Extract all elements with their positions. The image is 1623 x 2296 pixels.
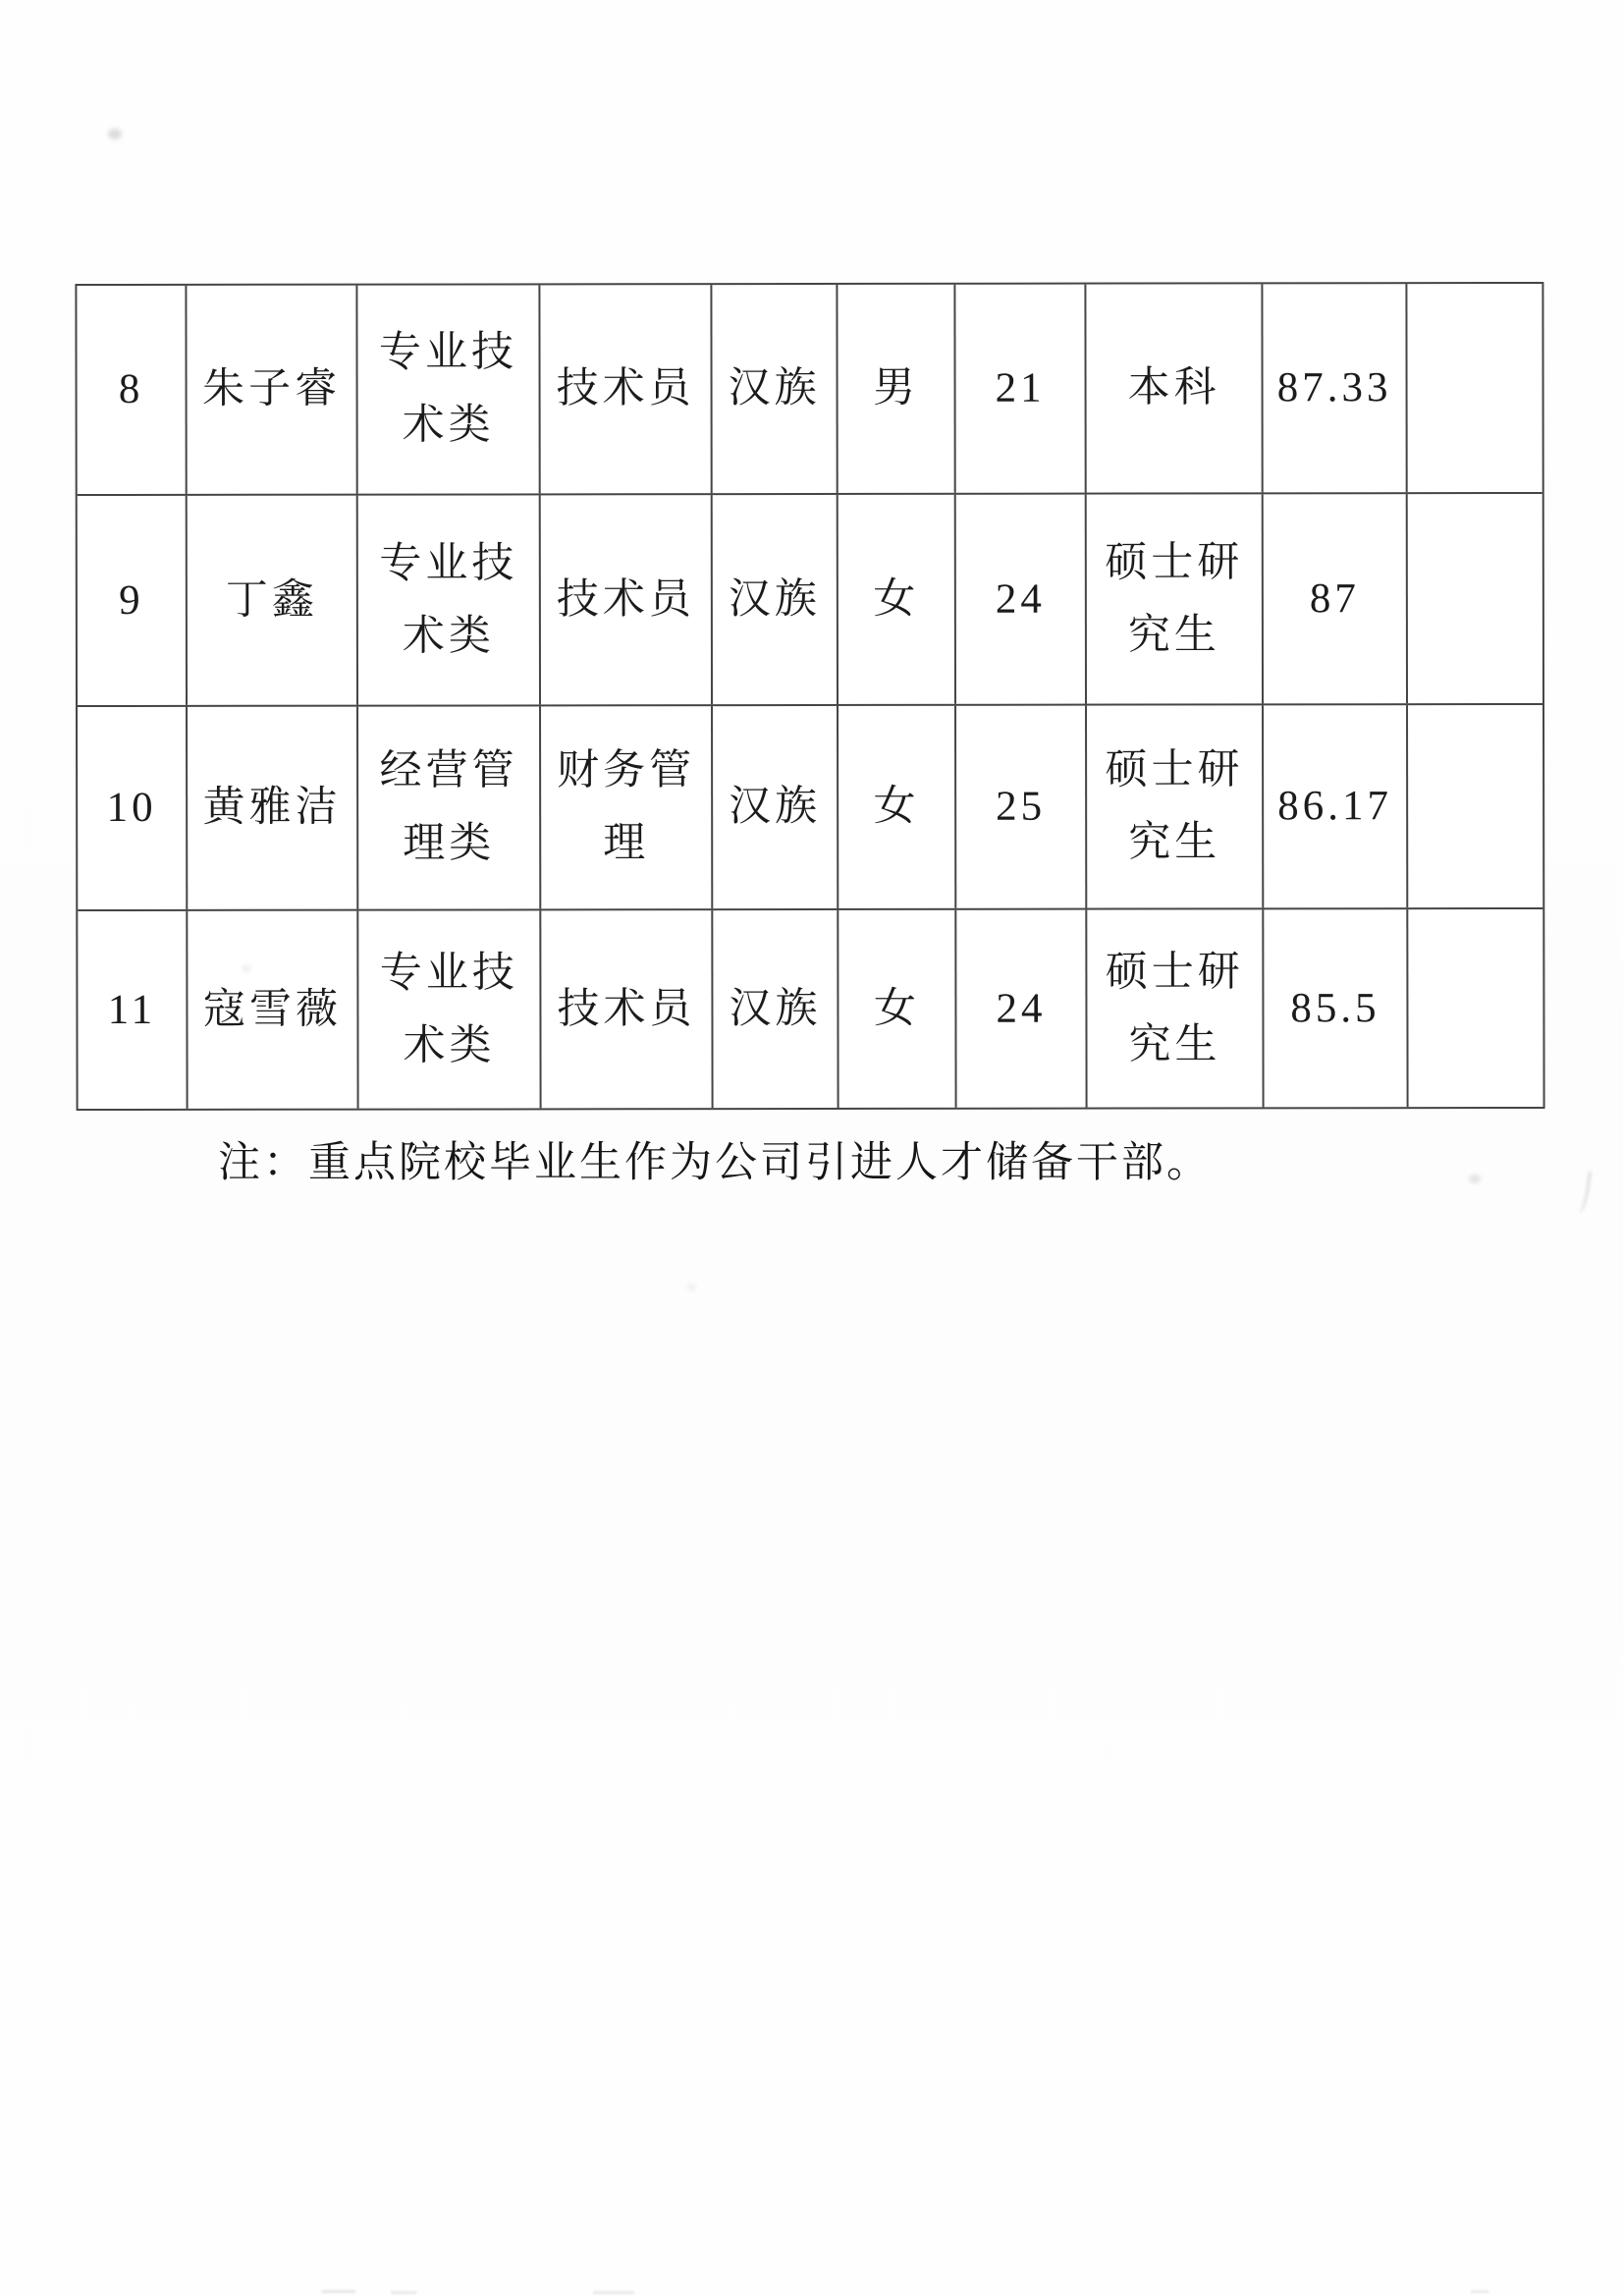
table-cell: 技术员	[540, 285, 712, 493]
table-cell: 专业技 术类	[358, 495, 541, 704]
scan-artifact	[391, 2291, 416, 2294]
table-cell: 85.5	[1264, 909, 1408, 1107]
scan-artifact	[322, 2290, 355, 2293]
scan-artifact	[593, 2291, 634, 2294]
results-table	[75, 282, 1544, 1111]
table-cell: 专业技 术类	[358, 910, 541, 1108]
table-cell: 技术员	[541, 495, 713, 704]
table-cell: 硕士研 究生	[1087, 705, 1264, 907]
table-cell: 本科	[1086, 284, 1263, 492]
table-cell: 丁鑫	[188, 496, 358, 705]
table-cell: 专业技 术类	[357, 285, 540, 493]
table-cell: 技术员	[541, 910, 713, 1108]
table-cell: 汉族	[712, 285, 838, 493]
table-cell: 25	[956, 706, 1087, 908]
table-cell: 财务管 理	[541, 706, 713, 908]
table-cell: 24	[956, 495, 1087, 704]
table-cell: 24	[956, 910, 1087, 1108]
table-cell: 寇雪薇	[188, 911, 358, 1109]
table-cell: 21	[955, 285, 1086, 493]
table-cell: 女	[839, 910, 956, 1108]
table-cell: 汉族	[713, 495, 839, 704]
table-cell: 经营管 理类	[358, 706, 541, 908]
table-cell	[1408, 494, 1542, 703]
table-cell	[1408, 909, 1542, 1107]
table-cell: 黄雅洁	[188, 707, 358, 909]
scan-artifact	[1573, 1170, 1592, 1214]
table-cell: 87	[1264, 494, 1408, 703]
table-cell: 男	[838, 285, 955, 493]
table-cell: 汉族	[713, 910, 839, 1108]
table-cell: 女	[839, 495, 956, 704]
table-cell: 硕士研 究生	[1087, 909, 1264, 1107]
table-cell: 朱子睿	[187, 286, 357, 494]
table-cell: 8	[77, 286, 187, 494]
table-cell: 女	[839, 706, 956, 908]
table-cell: 9	[78, 496, 188, 705]
table-cell: 10	[78, 707, 188, 909]
table-cell: 87.33	[1263, 284, 1407, 492]
table-cell	[1408, 705, 1542, 907]
scan-artifact	[108, 129, 122, 139]
footnote: 注：重点院校毕业生作为公司引进人才储备干部。	[218, 1140, 1212, 1186]
table-cell: 86.17	[1264, 705, 1408, 907]
table-cell: 硕士研 究生	[1087, 494, 1264, 703]
table-cell	[1407, 284, 1542, 492]
table-cell: 11	[78, 911, 188, 1109]
table-row	[78, 705, 1542, 911]
scan-artifact	[1469, 1175, 1481, 1183]
table-row	[78, 494, 1542, 707]
scan-artifact	[1471, 2290, 1488, 2293]
scan-artifact	[687, 1284, 696, 1291]
table-row	[77, 284, 1542, 496]
table-cell: 汉族	[713, 706, 839, 908]
table-row	[78, 909, 1542, 1109]
